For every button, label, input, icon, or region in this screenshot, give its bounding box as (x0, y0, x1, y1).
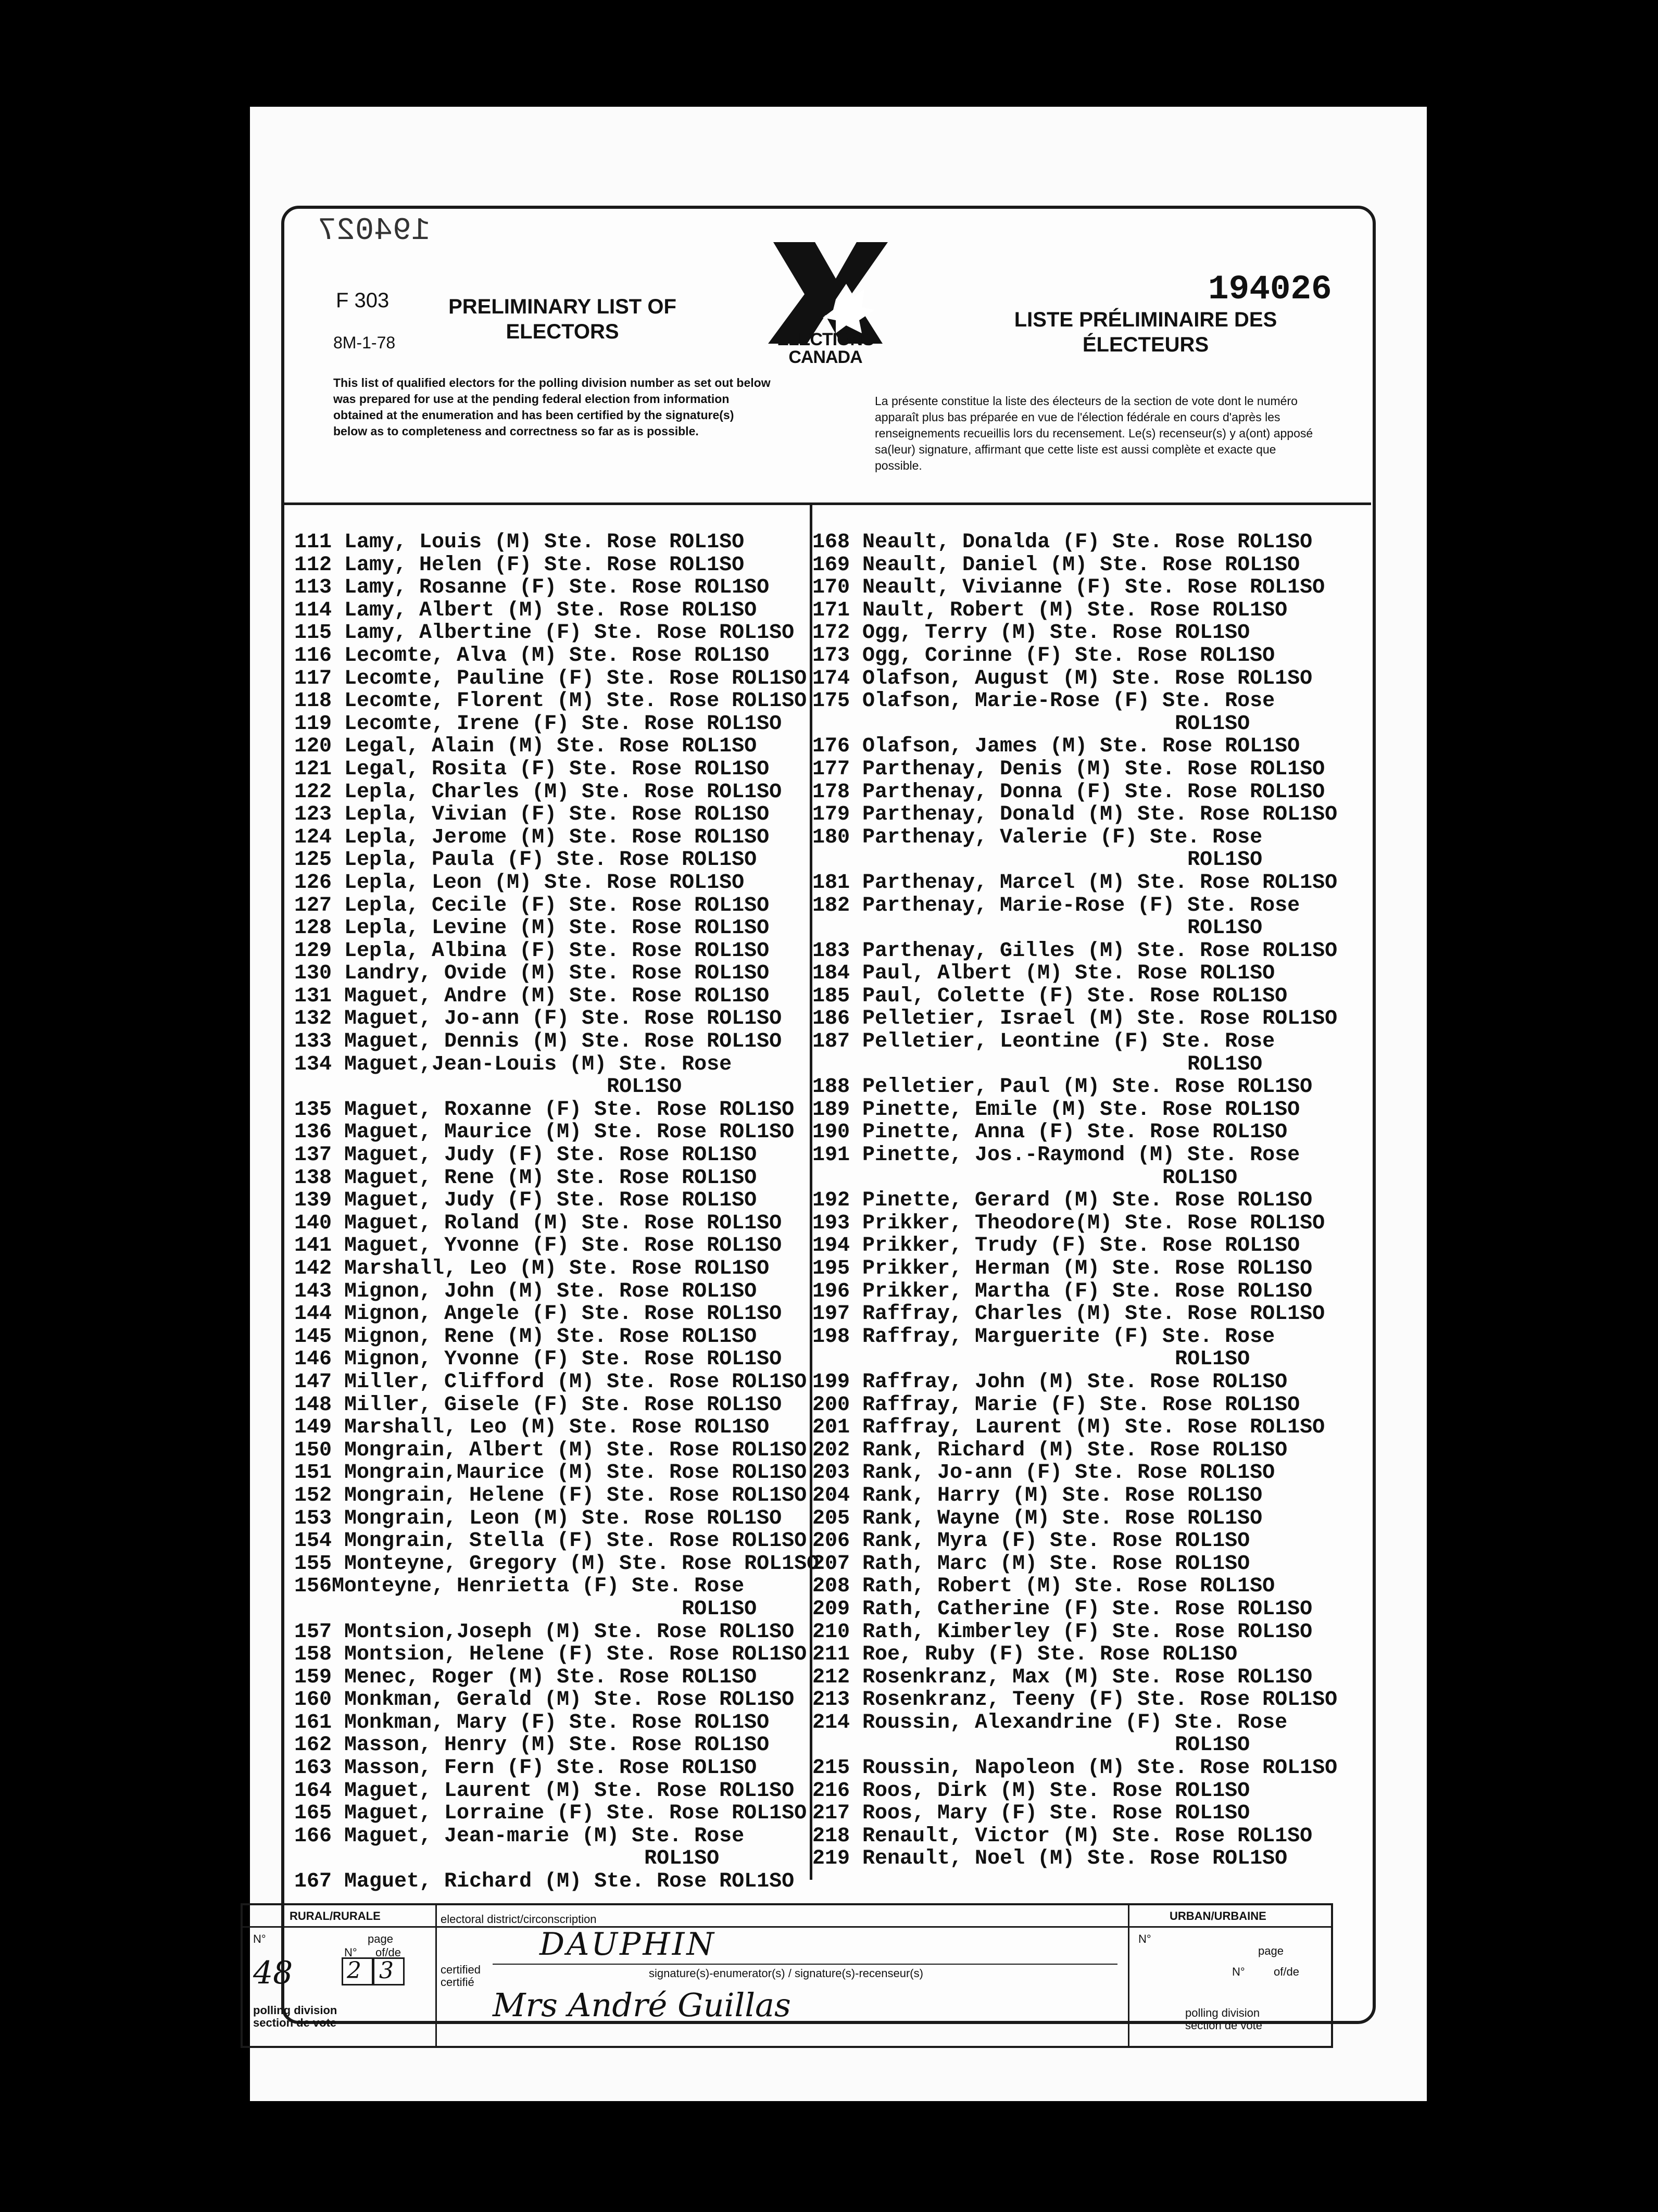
of-label: of/de (375, 1946, 401, 1959)
urban-of-label: of/de (1274, 1965, 1299, 1978)
elector-entry: 197 Raffray, Charles (M) Ste. Rose ROL1SO (812, 1302, 1325, 1326)
elector-entry: 179 Parthenay, Donald (M) Ste. Rose ROL1SO (812, 803, 1338, 827)
elector-entry: ROL1SO (294, 1075, 682, 1099)
elector-entry: 189 Pinette, Emile (M) Ste. Rose ROL1SO (812, 1098, 1300, 1122)
elector-entry: 210 Rath, Kimberley (F) Ste. Rose ROL1SO (812, 1620, 1313, 1644)
elector-entry: 193 Prikker, Theodore(M) Ste. Rose ROL1SO (812, 1211, 1325, 1235)
document-number: 194026 (1208, 270, 1332, 309)
elector-entry: ROL1SO (812, 1348, 1250, 1372)
elector-entry: 163 Masson, Fern (F) Ste. Rose ROL1SO (294, 1756, 757, 1780)
elector-entry: 146 Mignon, Yvonne (F) Ste. Rose ROL1SO (294, 1348, 782, 1372)
elector-entry: 214 Roussin, Alexandrine (F) Ste. Rose (812, 1711, 1288, 1735)
elector-entry: 176 Olafson, James (M) Ste. Rose ROL1SO (812, 735, 1300, 759)
elector-entry: 153 Mongrain, Leon (M) Ste. Rose ROL1SO (294, 1506, 782, 1530)
elector-entry: 204 Rank, Harry (M) Ste. Rose ROL1SO (812, 1484, 1263, 1507)
elector-entry: 133 Maguet, Dennis (M) Ste. Rose ROL1SO (294, 1030, 782, 1054)
elector-entry: 140 Maguet, Roland (M) Ste. Rose ROL1SO (294, 1211, 782, 1235)
elector-entry: 158 Montsion, Helene (F) Ste. Rose ROL1SO (294, 1643, 807, 1667)
footer-box (241, 1903, 1333, 2048)
sequence-number: 194027 (318, 213, 431, 249)
elector-entry: 147 Miller, Clifford (M) Ste. Rose ROL1SO (294, 1370, 807, 1394)
elector-entry: 182 Parthenay, Marie-Rose (F) Ste. Rose (812, 894, 1300, 918)
form-revision: 8M-1-78 (333, 333, 396, 352)
elector-entry: 181 Parthenay, Marcel (M) Ste. Rose ROL1SO (812, 871, 1338, 895)
header-divider (283, 502, 1371, 505)
elector-entry: 191 Pinette, Jos.-Raymond (M) Ste. Rose (812, 1143, 1300, 1167)
elector-entry: 174 Olafson, August (M) Ste. Rose ROL1SO (812, 667, 1313, 690)
elector-entry: 164 Maguet, Laurent (M) Ste. Rose ROL1SO (294, 1779, 795, 1803)
elector-entry: 169 Neault, Daniel (M) Ste. Rose ROL1SO (812, 553, 1300, 577)
elector-entry: 152 Mongrain, Helene (F) Ste. Rose ROL1SO (294, 1484, 807, 1507)
elector-entry: 199 Raffray, John (M) Ste. Rose ROL1SO (812, 1370, 1288, 1394)
elector-entry: 151 Mongrain,Maurice (M) Ste. Rose ROL1SO (294, 1461, 807, 1485)
elector-entry: 136 Maguet, Maurice (M) Ste. Rose ROL1SO (294, 1121, 795, 1145)
elector-entry: 187 Pelletier, Leontine (F) Ste. Rose (812, 1030, 1275, 1054)
elector-entry: 125 Lepla, Paula (F) Ste. Rose ROL1SO (294, 848, 757, 872)
elector-entry: 120 Legal, Alain (M) Ste. Rose ROL1SO (294, 735, 757, 759)
elector-entry: 165 Maguet, Lorraine (F) Ste. Rose ROL1SO (294, 1802, 807, 1826)
page-label: page (368, 1932, 393, 1945)
elector-entry: 167 Maguet, Richard (M) Ste. Rose ROL1SO (294, 1870, 795, 1894)
elector-entry: 141 Maguet, Yvonne (F) Ste. Rose ROL1SO (294, 1234, 782, 1258)
elector-entry: 202 Rank, Richard (M) Ste. Rose ROL1SO (812, 1438, 1288, 1462)
elector-entry: 170 Neault, Vivianne (F) Ste. Rose ROL1SO (812, 576, 1325, 600)
elector-entry: 186 Pelletier, Israel (M) Ste. Rose ROL1SO (812, 1007, 1338, 1031)
elector-entry: 172 Ogg, Terry (M) Ste. Rose ROL1SO (812, 621, 1250, 645)
elector-entry: 203 Rank, Jo-ann (F) Ste. Rose ROL1SO (812, 1461, 1275, 1485)
elector-entry: ROL1SO (812, 848, 1263, 872)
elector-entry: 205 Rank, Wayne (M) Ste. Rose ROL1SO (812, 1506, 1263, 1530)
elector-entry: 208 Rath, Robert (M) Ste. Rose ROL1SO (812, 1575, 1275, 1599)
elector-entry: 175 Olafson, Marie-Rose (F) Ste. Rose (812, 689, 1275, 713)
elector-entry: 168 Neault, Donalda (F) Ste. Rose ROL1SO (812, 531, 1313, 554)
certified-label: certified certifié (441, 1963, 481, 1989)
elector-entry: 114 Lamy, Albert (M) Ste. Rose ROL1SO (294, 598, 757, 622)
elector-entry: 131 Maguet, Andre (M) Ste. Rose ROL1SO (294, 984, 770, 1008)
elector-entry: 195 Prikker, Herman (M) Ste. Rose ROL1SO (812, 1257, 1313, 1280)
elector-entry: 201 Raffray, Laurent (M) Ste. Rose ROL1SO (812, 1416, 1325, 1440)
elector-entry: 207 Rath, Marc (M) Ste. Rose ROL1SO (812, 1552, 1250, 1576)
elector-entry: 129 Lepla, Albina (F) Ste. Rose ROL1SO (294, 939, 770, 963)
title-english: PRELIMINARY LIST OF ELECTORS (448, 295, 676, 343)
elector-entry: 116 Lecomte, Alva (M) Ste. Rose ROL1SO (294, 644, 770, 668)
elector-entry: 111 Lamy, Louis (M) Ste. Rose ROL1SO (294, 531, 745, 554)
elector-entry: 213 Rosenkranz, Teeny (F) Ste. Rose ROL1SO (812, 1688, 1338, 1712)
elector-entry: 143 Mignon, John (M) Ste. Rose ROL1SO (294, 1279, 757, 1303)
elector-entry: 159 Menec, Roger (M) Ste. Rose ROL1SO (294, 1665, 757, 1689)
elector-entry: 185 Paul, Colette (F) Ste. Rose ROL1SO (812, 984, 1288, 1008)
elector-entry: 122 Lepla, Charles (M) Ste. Rose ROL1SO (294, 780, 782, 804)
elector-entry: 132 Maguet, Jo-ann (F) Ste. Rose ROL1SO (294, 1007, 782, 1031)
elector-entry: 219 Renault, Noel (M) Ste. Rose ROL1SO (812, 1847, 1288, 1871)
elector-entry: 139 Maguet, Judy (F) Ste. Rose ROL1SO (294, 1189, 757, 1213)
elector-entry: 196 Prikker, Martha (F) Ste. Rose ROL1SO (812, 1279, 1313, 1303)
elector-entry: 138 Maguet, Rene (M) Ste. Rose ROL1SO (294, 1166, 757, 1190)
elector-entry: 177 Parthenay, Denis (M) Ste. Rose ROL1SO (812, 757, 1325, 781)
urban-polling-division-label: polling division section de vote (1185, 2006, 1262, 2032)
elector-entry: 134 Maguet,Jean-Louis (M) Ste. Rose (294, 1052, 732, 1076)
elector-entry: 142 Marshall, Leo (M) Ste. Rose ROL1SO (294, 1257, 770, 1280)
elector-entry: 190 Pinette, Anna (F) Ste. Rose ROL1SO (812, 1121, 1288, 1145)
form-number: F 303 (336, 289, 390, 312)
elector-entry: 150 Mongrain, Albert (M) Ste. Rose ROL1SO (294, 1438, 807, 1462)
elector-entry: 178 Parthenay, Donna (F) Ste. Rose ROL1SO (812, 780, 1325, 804)
elector-entry: 183 Parthenay, Gilles (M) Ste. Rose ROL1SO (812, 939, 1338, 963)
urban-label: URBAN/URBAINE (1170, 1909, 1266, 1922)
elector-entry: 117 Lecomte, Pauline (F) Ste. Rose ROL1SO (294, 667, 807, 690)
elector-entry: 160 Monkman, Gerald (M) Ste. Rose ROL1SO (294, 1688, 795, 1712)
logo-text: ELECTIONS CANADA (777, 330, 874, 367)
elector-entry: 215 Roussin, Napoleon (M) Ste. Rose ROL1SO (812, 1756, 1338, 1780)
elector-entry: 217 Roos, Mary (F) Ste. Rose ROL1SO (812, 1802, 1250, 1826)
page-no-label: N° (344, 1946, 357, 1959)
elector-entry: ROL1SO (812, 1052, 1263, 1076)
urban-no-label: N° (1138, 1932, 1151, 1945)
elector-entry: 130 Landry, Ovide (M) Ste. Rose ROL1SO (294, 962, 770, 986)
elector-entry: 209 Rath, Catherine (F) Ste. Rose ROL1SO (812, 1597, 1313, 1621)
certification-note-french: La présente constitue la liste des électeurs de la section de vote dont le numéro apparaît plus bas préparée en vue de l'élection fédérale en cours d'après les renseignements recueillis lors du recensement. Le(s) recenseur(s) y a(ont) apposé sa(leur) signature, affirmant que cette liste est aussi complète et exacte que possible. (875, 394, 1313, 472)
elector-entry: 121 Legal, Rosita (F) Ste. Rose ROL1SO (294, 757, 770, 781)
elector-entry: 118 Lecomte, Florent (M) Ste. Rose ROL1SO (294, 689, 807, 713)
enumerator-signature: Mrs André Guillas (493, 1986, 791, 2024)
urban-page-label: page (1258, 1944, 1284, 1957)
elector-entry: 162 Masson, Henry (M) Ste. Rose ROL1SO (294, 1733, 770, 1757)
title-french: LISTE PRÉLIMINAIRE DES ÉLECTEURS (1014, 308, 1277, 356)
certification-note-english: This list of qualified electors for the polling division number as set out below was prepared for use at the pending federal election from information obtained at the enumeration and has been certified by the signature(s) below as to completeness and correctness so far as is possible. (333, 376, 771, 438)
elector-entry: 156Monteyne, Henrietta (F) Ste. Rose (294, 1575, 745, 1599)
elector-entry: 115 Lamy, Albertine (F) Ste. Rose ROL1SO (294, 621, 795, 645)
elector-entry: ROL1SO (812, 1166, 1238, 1190)
elector-entry: ROL1SO (812, 712, 1250, 736)
elector-entry: ROL1SO (294, 1597, 757, 1621)
elector-entry: 128 Lepla, Levine (M) Ste. Rose ROL1SO (294, 916, 770, 940)
elector-entry: 126 Lepla, Leon (M) Ste. Rose ROL1SO (294, 871, 745, 895)
elector-entry: 119 Lecomte, Irene (F) Ste. Rose ROL1SO (294, 712, 782, 736)
elector-entry: 212 Rosenkranz, Max (M) Ste. Rose ROL1SO (812, 1665, 1313, 1689)
polling-division-label: polling division section de vote (253, 2004, 337, 2029)
elector-entry: 112 Lamy, Helen (F) Ste. Rose ROL1SO (294, 553, 745, 577)
elector-entry: 200 Raffray, Marie (F) Ste. Rose ROL1SO (812, 1393, 1300, 1417)
elector-entry: 194 Prikker, Trudy (F) Ste. Rose ROL1SO (812, 1234, 1300, 1258)
elector-entry: 218 Renault, Victor (M) Ste. Rose ROL1SO (812, 1824, 1313, 1848)
elector-entry: 173 Ogg, Corinne (F) Ste. Rose ROL1SO (812, 644, 1275, 668)
rural-label: RURAL/RURALE (290, 1909, 381, 1922)
elector-entry: 123 Lepla, Vivian (F) Ste. Rose ROL1SO (294, 803, 770, 827)
signature-label: signature(s)-enumerator(s) / signature(s)-recenseur(s) (649, 1967, 923, 1980)
elector-entry: 206 Rank, Myra (F) Ste. Rose ROL1SO (812, 1529, 1250, 1553)
elector-entry: 157 Montsion,Joseph (M) Ste. Rose ROL1SO (294, 1620, 795, 1644)
elector-entry: 192 Pinette, Gerard (M) Ste. Rose ROL1SO (812, 1189, 1313, 1213)
elector-entry: 149 Marshall, Leo (M) Ste. Rose ROL1SO (294, 1416, 770, 1440)
elector-entry: 161 Monkman, Mary (F) Ste. Rose ROL1SO (294, 1711, 770, 1735)
elector-entry: 144 Mignon, Angele (F) Ste. Rose ROL1SO (294, 1302, 782, 1326)
elector-entry: 113 Lamy, Rosanne (F) Ste. Rose ROL1SO (294, 576, 770, 600)
elector-entry: 180 Parthenay, Valerie (F) Ste. Rose (812, 825, 1263, 849)
elector-entry: 155 Monteyne, Gregory (M) Ste. Rose ROL1SO (294, 1552, 820, 1576)
elector-entry: 148 Miller, Gisele (F) Ste. Rose ROL1SO (294, 1393, 782, 1417)
elector-entry: 154 Mongrain, Stella (F) Ste. Rose ROL1SO (294, 1529, 807, 1553)
poll-number: 48 (253, 1955, 293, 1991)
elector-entry: 188 Pelletier, Paul (M) Ste. Rose ROL1SO (812, 1075, 1313, 1099)
district-label: electoral district/circonscription (441, 1913, 597, 1926)
elector-entry: 166 Maguet, Jean-marie (M) Ste. Rose (294, 1824, 745, 1848)
elector-entry: 216 Roos, Dirk (M) Ste. Rose ROL1SO (812, 1779, 1250, 1803)
district-value: DAUPHIN (539, 1926, 716, 1963)
no-label: N° (253, 1932, 266, 1945)
elector-entry: 171 Nault, Robert (M) Ste. Rose ROL1SO (812, 598, 1288, 622)
elector-entry: 135 Maguet, Roxanne (F) Ste. Rose ROL1SO (294, 1098, 795, 1122)
elector-list-right (812, 531, 1337, 1870)
urban-page-no-label: N° (1232, 1965, 1245, 1978)
elector-entry: 184 Paul, Albert (M) Ste. Rose ROL1SO (812, 962, 1275, 986)
elector-entry: 211 Roe, Ruby (F) Ste. Rose ROL1SO (812, 1643, 1238, 1667)
elector-entry: ROL1SO (812, 916, 1263, 940)
page-total: 3 (379, 1957, 394, 1984)
elector-entry: ROL1SO (294, 1847, 720, 1871)
elector-entry: 198 Raffray, Marguerite (F) Ste. Rose (812, 1325, 1275, 1349)
elector-entry: ROL1SO (812, 1733, 1250, 1757)
elector-entry: 137 Maguet, Judy (F) Ste. Rose ROL1SO (294, 1143, 757, 1167)
elector-list-left (294, 531, 819, 1893)
elector-entry: 127 Lepla, Cecile (F) Ste. Rose ROL1SO (294, 894, 770, 918)
page-number: 2 (347, 1957, 361, 1984)
elector-entry: 124 Lepla, Jerome (M) Ste. Rose ROL1SO (294, 825, 770, 849)
elector-entry: 145 Mignon, Rene (M) Ste. Rose ROL1SO (294, 1325, 757, 1349)
